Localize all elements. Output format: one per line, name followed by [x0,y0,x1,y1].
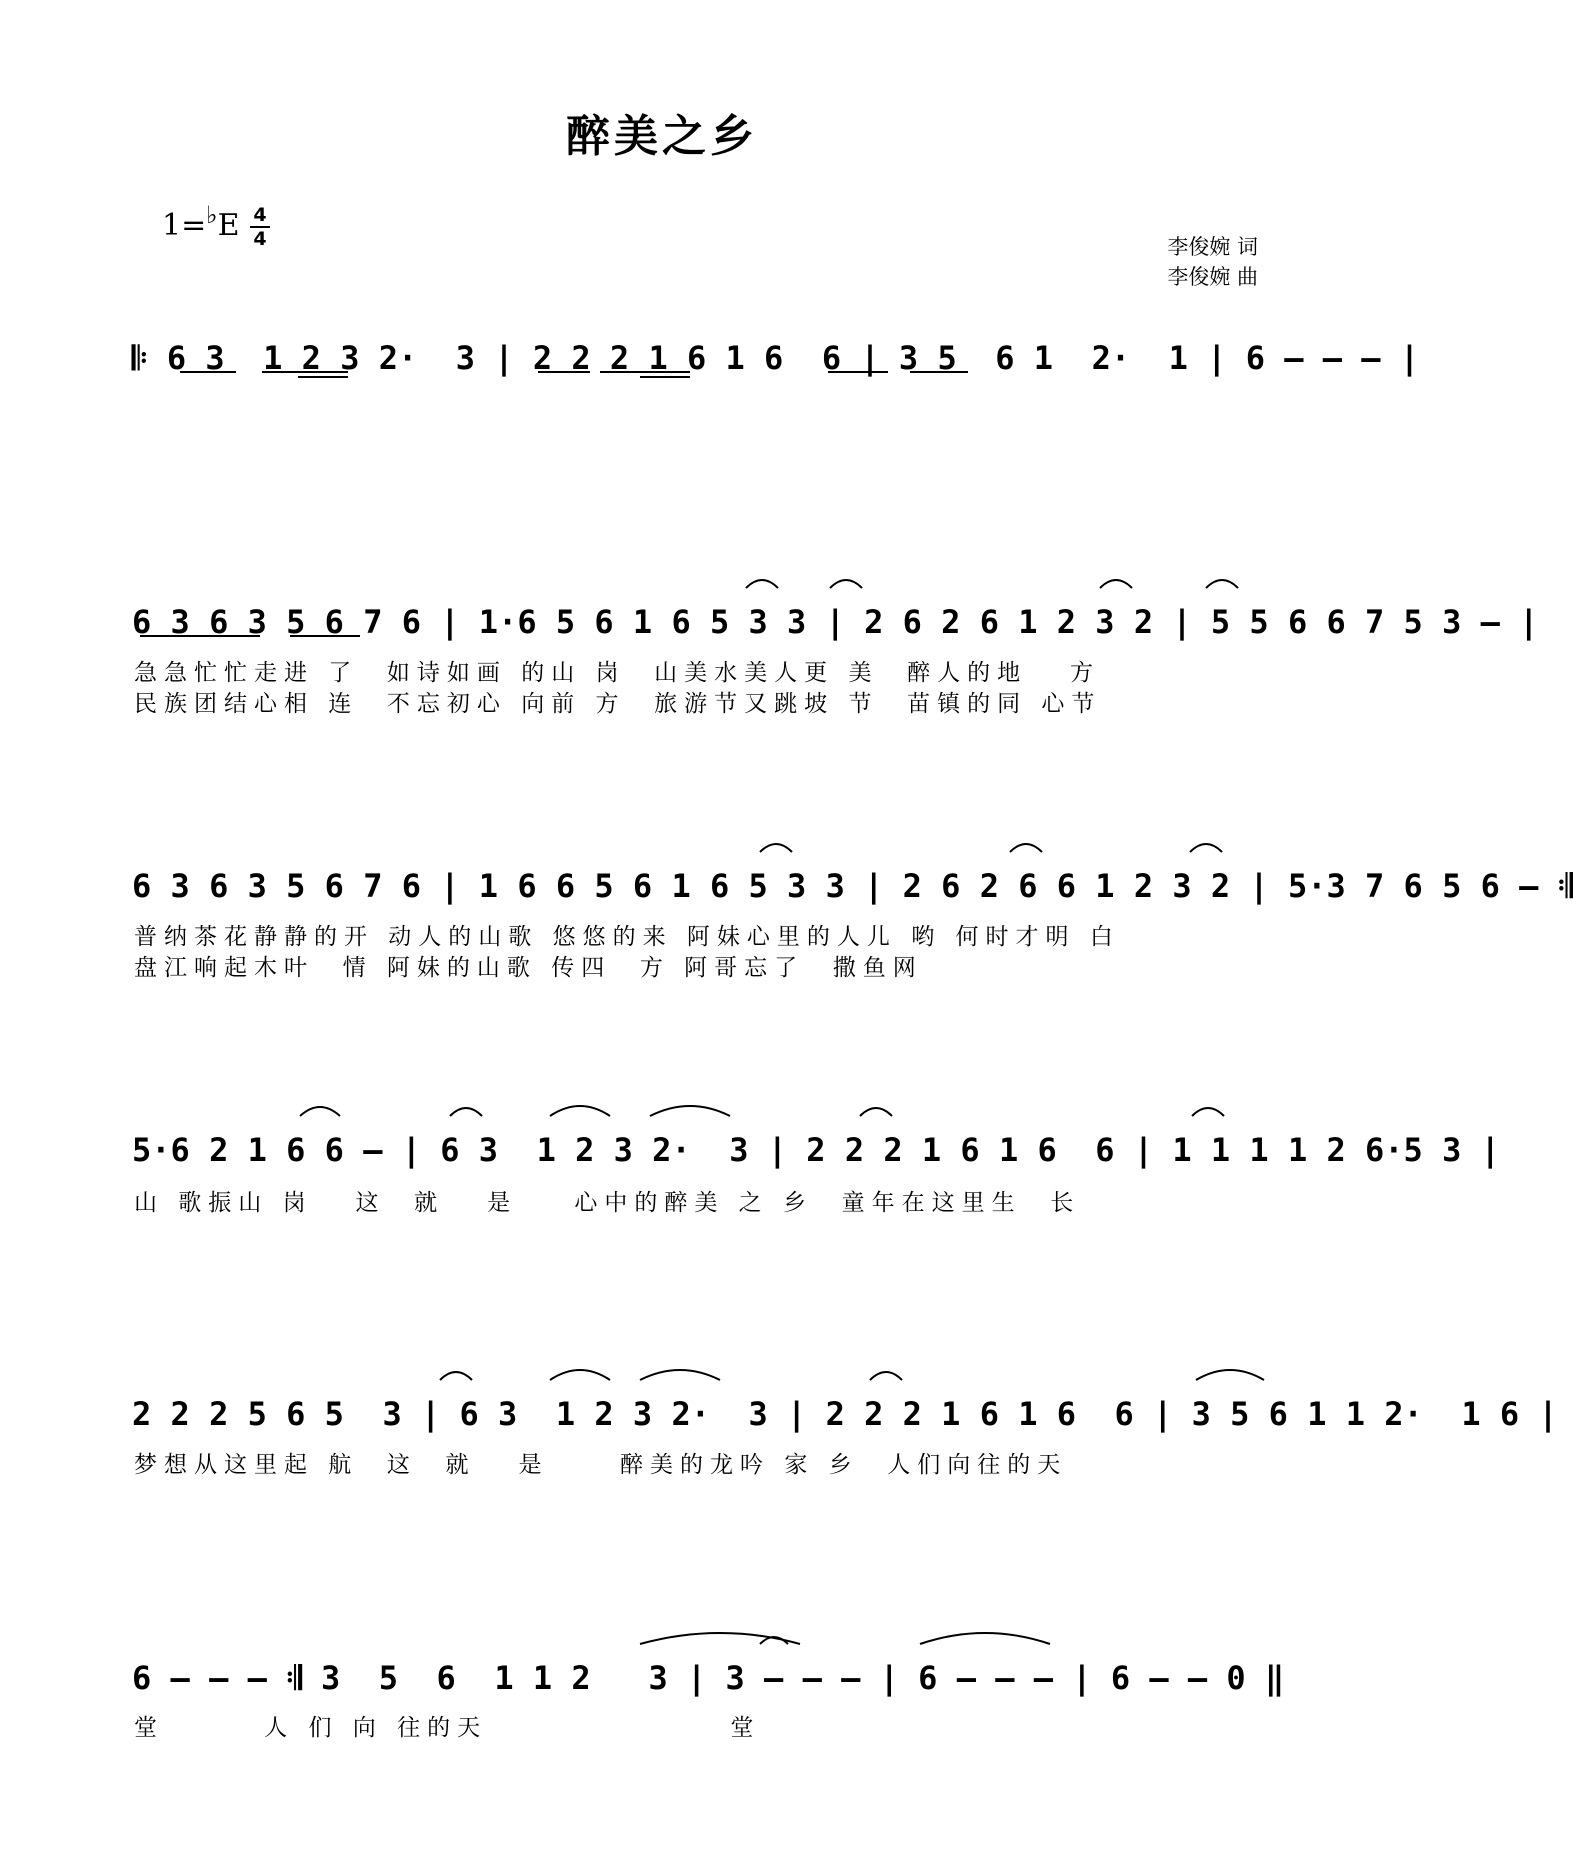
lyrics-line-5: 梦想从这里起 航 这 就 是 醉美的龙吟 家 乡 人们向往的天 [134,1452,1068,1478]
lyrics-line-4: 山 歌振山 岗 这 就 是 心中的醉美 之 乡 童年在这里生 长 [134,1190,1081,1216]
notation-line-2: 6 3 6 3 5 6 7 6 | 1·6 5 6 1 6 5 3 3 | 2 6 2 6 1 2 3 2 | 5 5 6 6 7 5 3 — | [132,603,1539,641]
lyrics-line-3-verse-1: 普纳茶花静静的开 动人的山歌 悠悠的来 阿妹心里的人儿 哟 何时才明 白 [134,924,1120,950]
key-signature [162,201,240,243]
notation-line-3: 6 3 6 3 5 6 7 6 | 1 6 6 5 6 1 6 5 3 3 | 2 6 2 6 6 1 2 3 2 | 5·3 7 6 5 6 — 𝄇 [132,867,1573,905]
lyricist-credit: 李俊婉 词 [1167,235,1258,259]
notation-line-5: 2 2 2 5 6 5 3 | 6 3 1 2 3 2· 3 | 2 2 2 1 6 1 6 6 | 3 5 6 1 1 2· 1 6 | [132,1395,1558,1433]
notation-line-1: 𝄆 6 3 1 2 3 2· 3 | 2 2 2 1 6 1 6 6 | 3 5 6 1 2· 1 | 6 — — — | [132,339,1420,377]
lyrics-line-6: 堂 人 们 向 往的天 堂 [134,1715,761,1741]
lyrics-line-2-verse-2: 民族团结心相 连 不忘初心 向前 方 旅游节又跳坡 节 苗镇的同 心节 [134,691,1102,717]
key-prefix: 1= [162,208,207,243]
notation-line-6: 6 — — — 𝄇 3 5 6 1 1 2 3 | 3 — — — | 6 — — — | 6 — — 0 ‖ [132,1659,1285,1697]
lyrics-line-3-verse-2: 盘江响起木叶 情 阿妹的山歌 传四 方 阿哥忘了 撒鱼网 [134,955,923,981]
credits [1167,232,1258,292]
lyrics-line-2-verse-1: 急急忙忙走进 了 如诗如画 的山 岗 山美水美人更 美 醉人的地 方 [134,660,1101,686]
composer-credit: 李俊婉 曲 [1167,265,1258,289]
notation-line-4: 5·6 2 1 6 6 — | 6 3 1 2 3 2· 3 | 2 2 2 1 6 1 6 6 | 1 1 1 1 2 6·5 3 | [132,1131,1500,1169]
time-numerator: 4 [253,204,267,226]
time-signature [248,204,272,250]
song-title: 醉美之乡 [566,111,758,162]
flat-sign: ♭ [206,201,218,229]
time-denominator: 4 [253,228,267,250]
key-letter: E [217,208,240,243]
